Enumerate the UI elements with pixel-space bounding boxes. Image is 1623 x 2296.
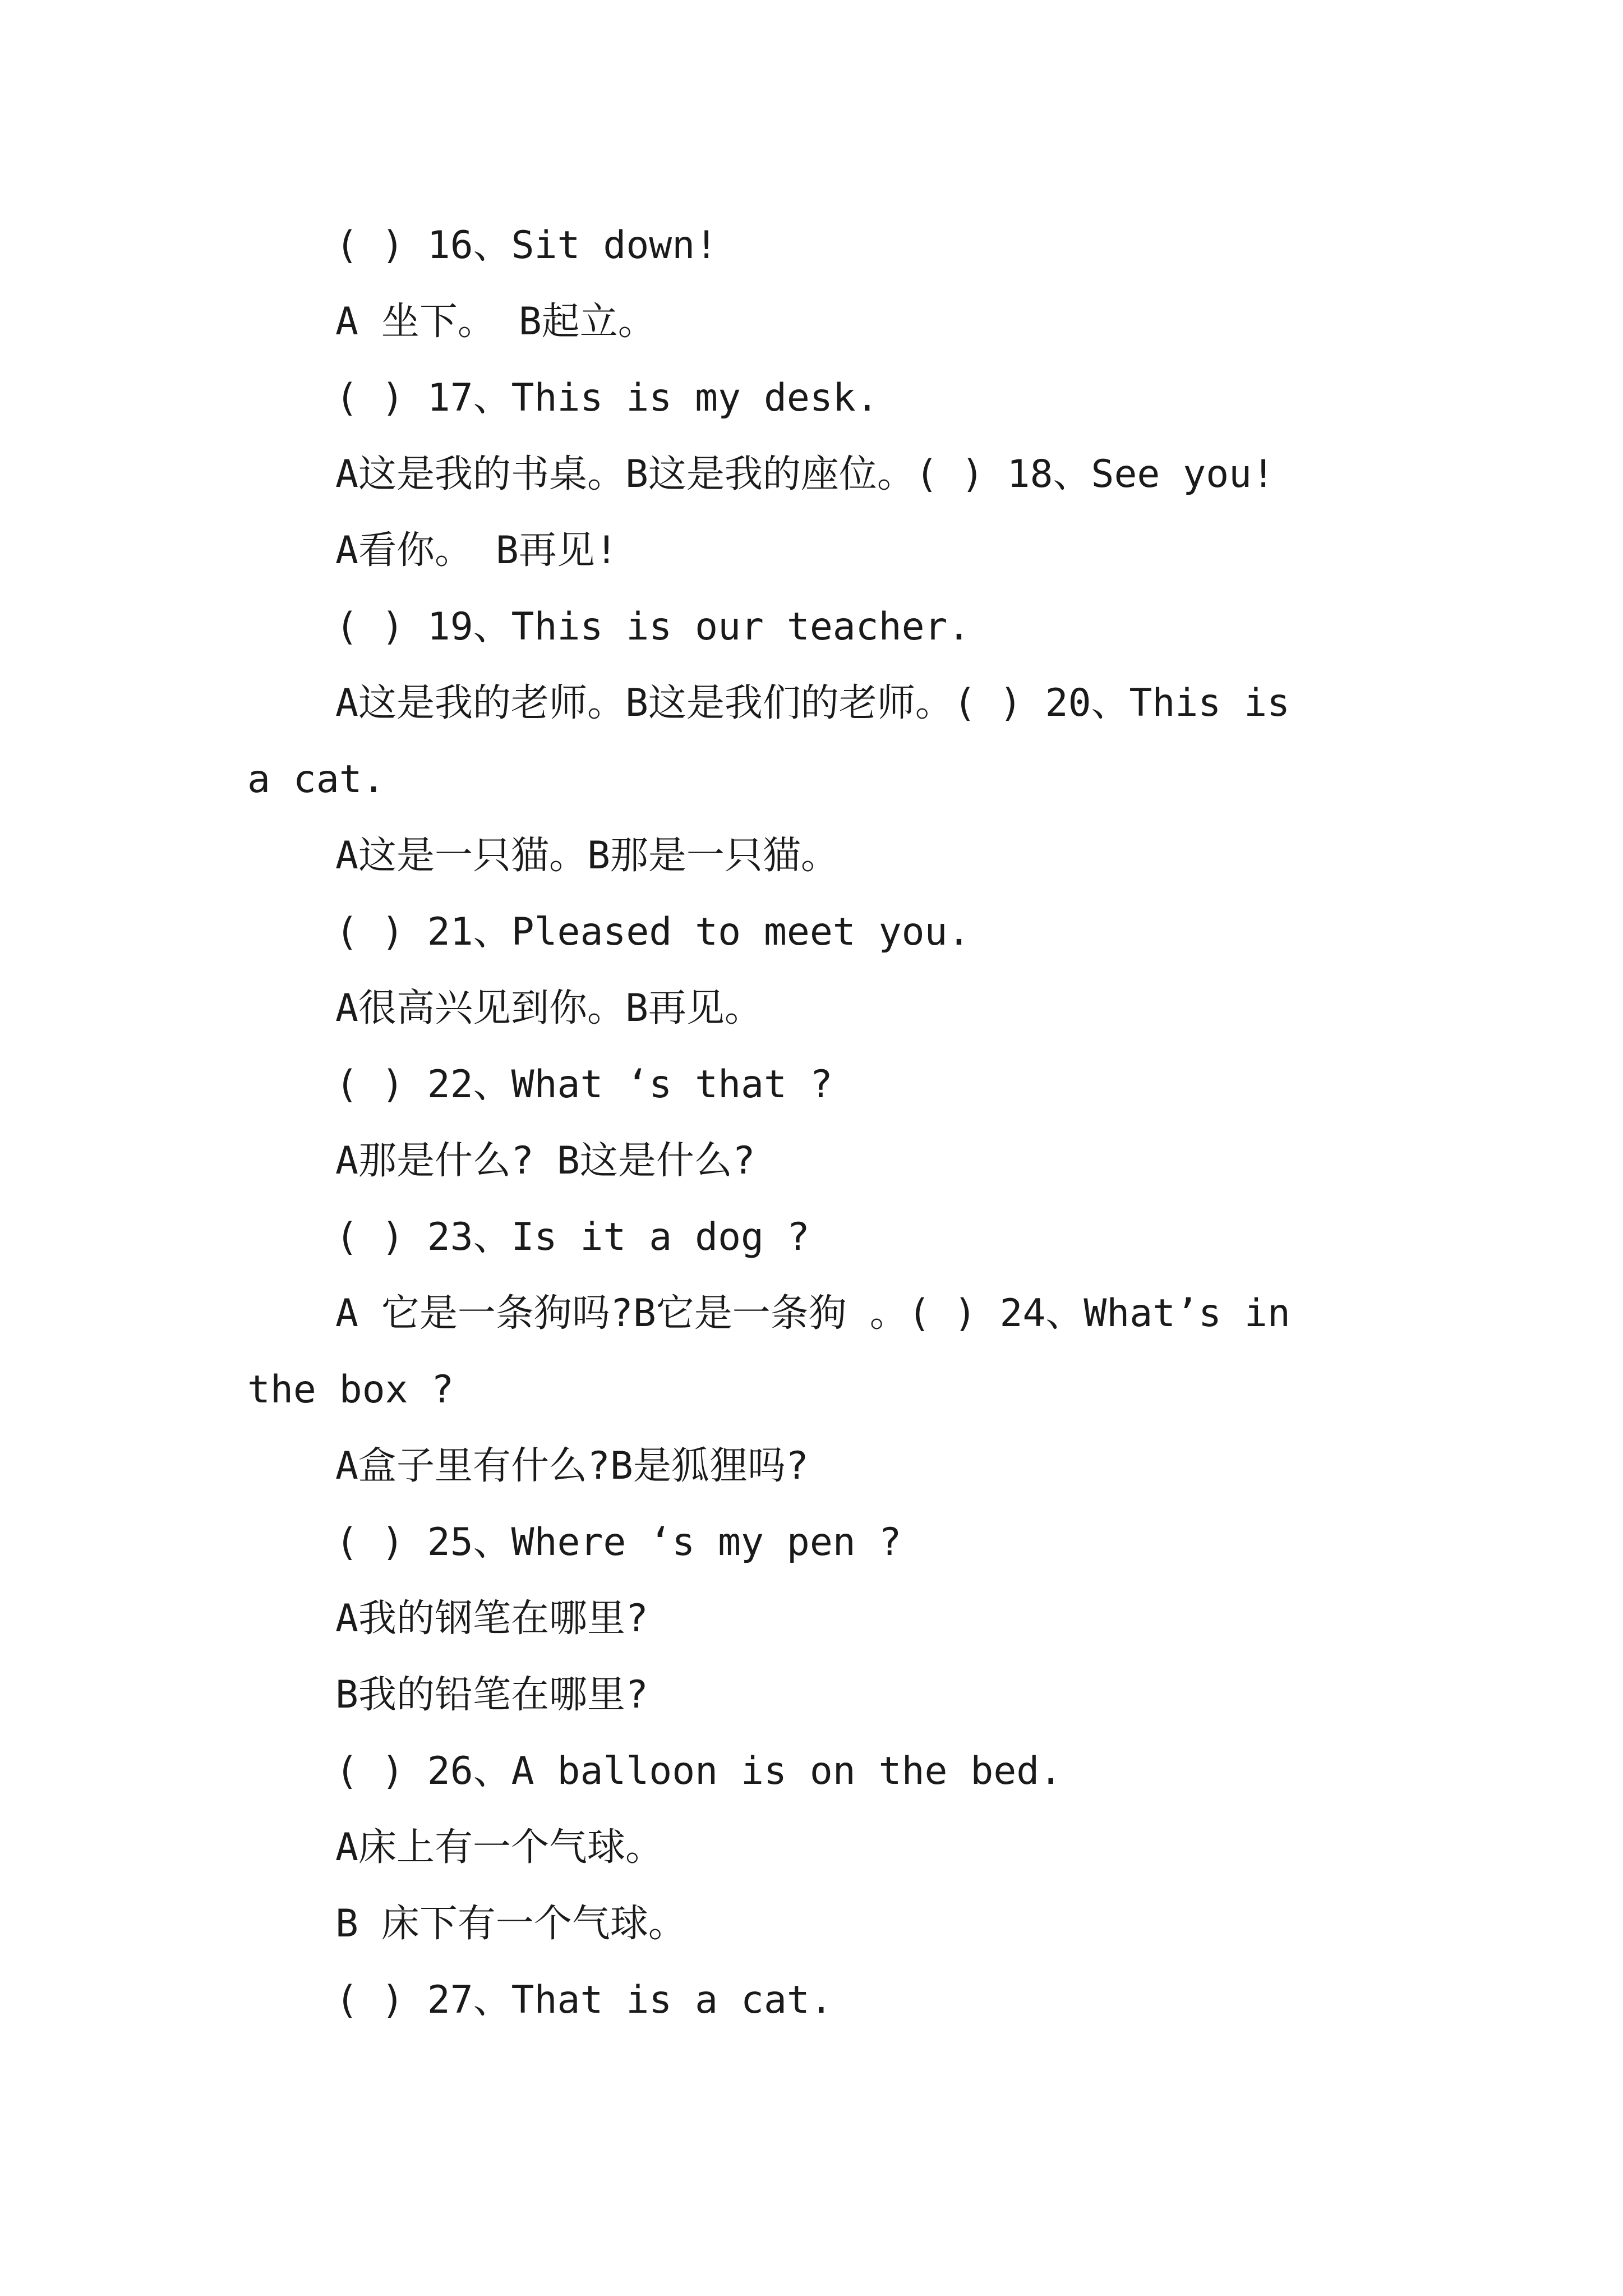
answer-options-line: A看你。 B再见! — [335, 528, 618, 573]
answer-option-b: B 床下有一个气球。 — [335, 1902, 686, 1946]
answer-option-a: A床上有一个气球。 — [335, 1825, 663, 1870]
answer-options-line: A很高兴见到你。B再见。 — [335, 986, 763, 1030]
answer-options-line: A那是什么? B这是什么? — [335, 1139, 755, 1183]
answer-options-line: A这是我的老师。B这是我们的老师。( ) 20、This is — [335, 681, 1290, 725]
answer-option-a: A我的钢笔在哪里? — [335, 1596, 648, 1641]
question-line: ( ) 27、That is a cat. — [335, 1978, 833, 2022]
question-line: ( ) 19、This is our teacher. — [335, 605, 971, 649]
answer-options-line: A 它是一条狗吗?B它是一条狗 。( ) 24、What’s in — [335, 1291, 1290, 1336]
question-line: ( ) 22、What ‘s that ? — [335, 1062, 833, 1107]
question-line: ( ) 17、This is my desk. — [335, 376, 879, 420]
answer-options-line: A这是我的书桌。B这是我的座位。( ) 18、See you! — [335, 452, 1275, 496]
continuation-line: a cat. — [247, 757, 385, 802]
answer-option-b: B我的铅笔在哪里? — [335, 1673, 648, 1717]
question-text-block — [247, 208, 1397, 2039]
question-line: ( ) 23、Is it a dog ? — [335, 1215, 810, 1259]
question-line: ( ) 26、A balloon is on the bed. — [335, 1749, 1063, 1793]
question-line: ( ) 21、Pleased to meet you. — [335, 910, 971, 954]
answer-options-line: A这是一只猫。B那是一只猫。 — [335, 834, 839, 878]
answer-options-line: A盒子里有什么?B是狐狸吗? — [335, 1444, 809, 1488]
question-line: ( ) 25、Where ‘s my pen ? — [335, 1520, 902, 1565]
question-line: ( ) 16、Sit down! — [335, 223, 718, 268]
continuation-line: the box ? — [247, 1368, 454, 1412]
answer-options-line: A 坐下。 B起立。 — [335, 300, 656, 344]
